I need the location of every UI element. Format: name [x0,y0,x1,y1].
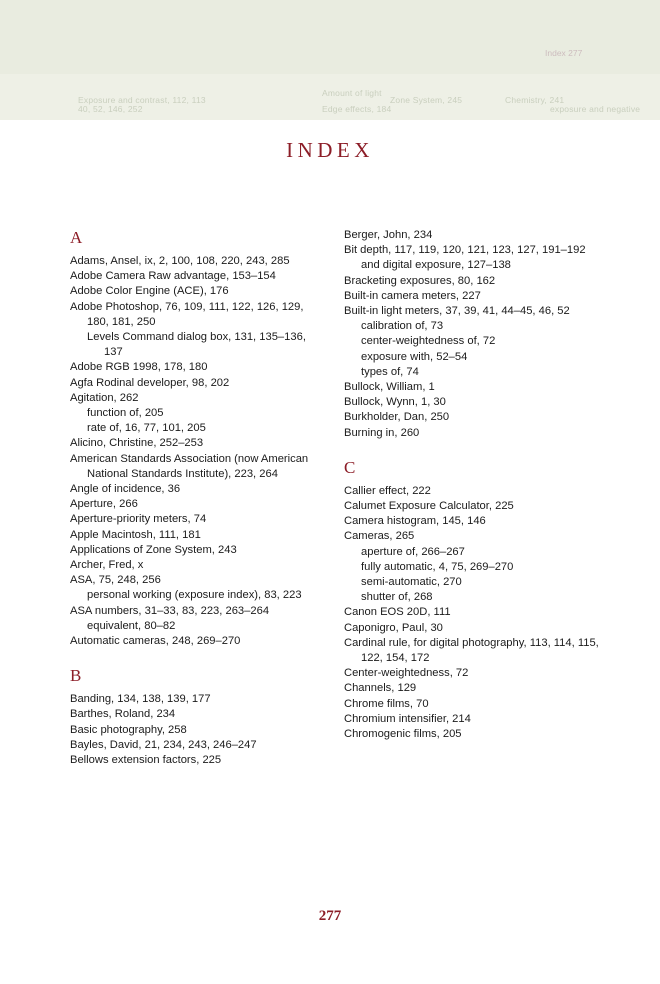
index-entry: Automatic cameras, 248, 269–270 [70,635,241,648]
index-entry: Angle of incidence, 36 [70,483,181,496]
index-entry: Basic photography, 258 [70,723,187,736]
index-subentry: calibration of, 73 [361,320,444,333]
index-entry: Aperture, 266 [70,498,138,511]
index-entry: Berger, John, 234 [344,229,433,241]
index-entry: Bullock, Wynn, 1, 30 [344,396,446,409]
index-entry: Apple Macintosh, 111, 181 [70,528,201,541]
index-entry: Bellows extension factors, 225 [70,754,222,767]
index-subentry: semi-automatic, 270 [361,576,462,589]
index-column-left [70,228,325,768]
index-entry: Adobe RGB 1998, 178, 180 [70,361,208,374]
bleed-row: Exposure and contrast, 112, 113 [78,95,206,105]
bleed-running-head: Index 277 [545,48,583,58]
index-subentry: rate of, 16, 77, 101, 205 [87,422,206,435]
bleed-row: Edge effects, 184 [322,104,392,114]
index-entry: Applications of Zone System, 243 [70,543,237,556]
index-subentry: equivalent, 80–82 [87,619,176,632]
index-entry: Bayles, David, 21, 234, 243, 246–247 [70,738,257,751]
index-entry: Built-in camera meters, 227 [344,289,481,302]
index-entry: Bit depth, 117, 119, 120, 121, 123, 127, 191–192 [344,244,586,257]
bleed-row: Chemistry, 241 [505,95,565,105]
index-entry: Cameras, 265 [344,530,415,543]
index-entry: Barthes, Roland, 234 [70,708,176,721]
index-subentry: shutter of, 268 [361,591,433,604]
index-subentry: center-weightedness of, 72 [361,335,496,348]
letter-heading: A [70,228,83,247]
index-entry: Alicino, Christine, 252–253 [70,437,204,450]
index-entry: Cardinal rule, for digital photography, 113, 114, 115, 122, 154, 172 [344,636,599,665]
index-entry: Center-weightedness, 72 [344,667,469,680]
index-entry: Bracketing exposures, 80, 162 [344,274,496,287]
index-entry: Adobe Photoshop, 76, 109, 111, 122, 126, 129, 180, 181, 250 [70,300,304,328]
index-entry: Burkholder, Dan, 250 [344,411,450,424]
letter-heading: B [70,666,82,686]
index-entry: Banding, 134, 138, 139, 177 [70,693,211,706]
index-entry: American Standards Association (now American National Standards Institute), 223, 264 [70,452,309,480]
index-subentry: aperture of, 266–267 [361,545,465,558]
index-entry: ASA numbers, 31–33, 83, 223, 263–264 [70,604,270,617]
index-entry: Agitation, 262 [70,391,139,404]
index-entry: Archer, Fred, x [70,559,144,572]
index-entry: Adobe Color Engine (ACE), 176 [70,285,229,298]
index-subentry: types of, 74 [361,365,419,378]
bleed-row: exposure and negative [550,104,641,114]
bleed-row: Amount of light [322,88,382,98]
index-entry: Built-in light meters, 37, 39, 41, 44–45, 46, 52 [344,305,570,318]
index-entry: Bullock, William, 1 [344,381,435,394]
index-entry: Adams, Ansel, ix, 2, 100, 108, 220, 243, 285 [70,255,290,267]
bleed-row: 40, 52, 146, 252 [78,104,143,114]
index-entry: Callier effect, 222 [344,484,431,497]
index-entry: Channels, 129 [344,682,417,695]
index-entry: Adobe Camera Raw advantage, 153–154 [70,270,276,283]
index-entry: ASA, 75, 248, 256 [70,574,161,587]
index-subentry: fully automatic, 4, 75, 269–270 [361,560,514,573]
index-subentry: exposure with, 52–54 [361,350,468,363]
index-entry: Caponigro, Paul, 30 [344,621,443,634]
index-subentry: personal working (exposure index), 83, 223 [87,589,302,602]
index-entry: Chromogenic films, 205 [344,728,462,741]
index-entry: Camera histogram, 145, 146 [344,515,486,528]
index-entry: Calumet Exposure Calculator, 225 [344,500,514,513]
index-entry: Chrome films, 70 [344,697,429,710]
page-number: 277 [318,908,342,924]
bleed-row: Zone System, 245 [390,95,463,105]
index-subentry: and digital exposure, 127–138 [361,259,511,272]
index-entry: Canon EOS 20D, 111 [344,606,451,619]
index-entry: Agfa Rodinal developer, 98, 202 [70,376,230,389]
index-entry: Chromium intensifier, 214 [344,712,471,725]
index-column-right [344,228,599,742]
page-title: INDEX [286,138,374,162]
letter-heading: C [344,457,356,477]
index-entry: Burning in, 260 [344,426,420,439]
index-subentry: Levels Command dialog box, 131, 135–136, 137 [87,331,306,359]
index-subentry: function of, 205 [87,407,164,420]
index-entry: Aperture-priority meters, 74 [70,513,207,526]
